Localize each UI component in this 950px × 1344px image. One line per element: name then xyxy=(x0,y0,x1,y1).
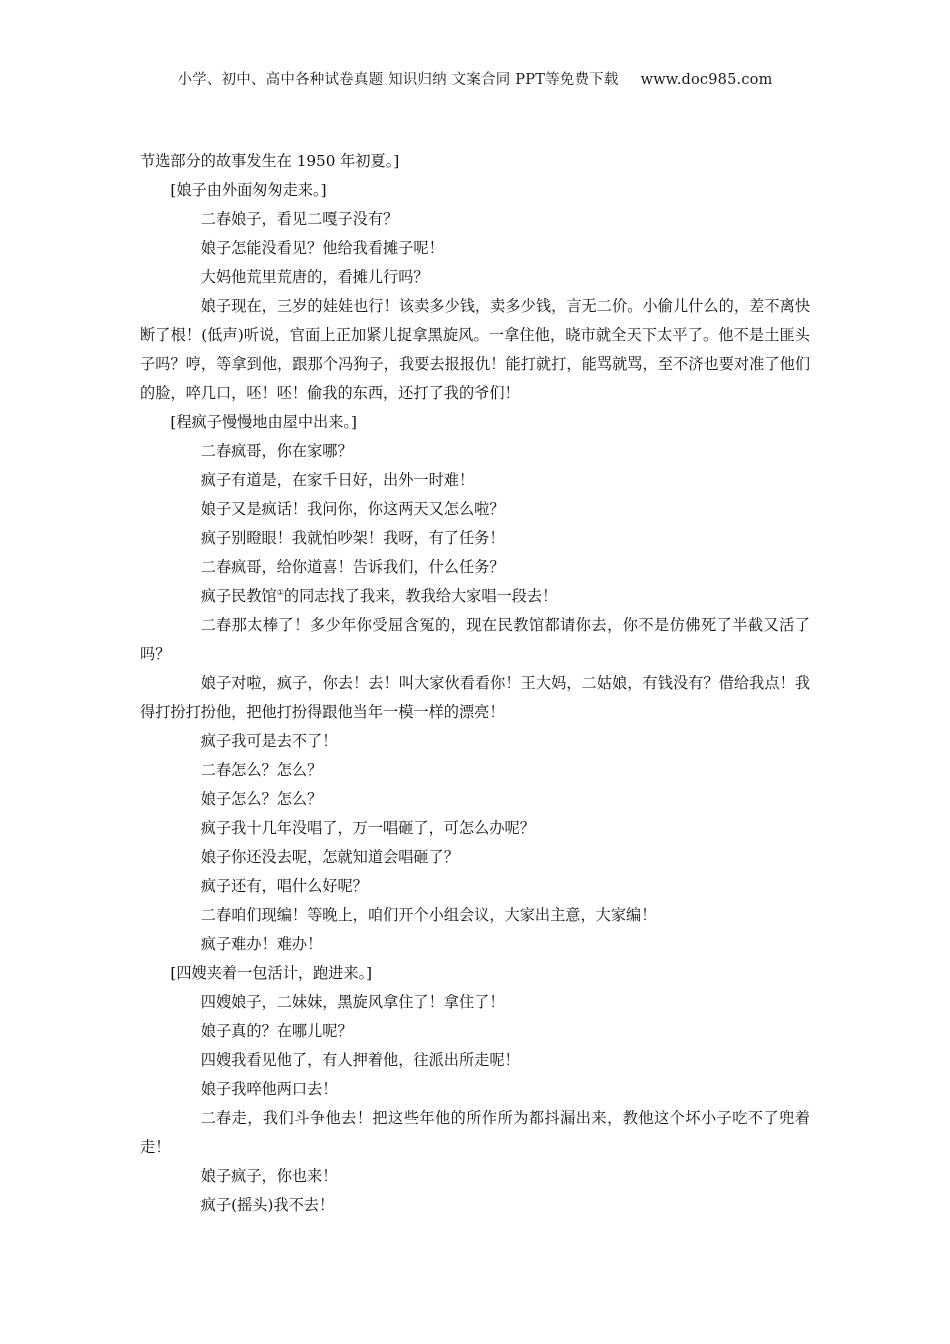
speaker-name: 娘子 xyxy=(200,239,232,257)
speaker-name: 二春 xyxy=(200,558,232,576)
speaker-name: 二春 xyxy=(200,906,232,924)
dialogue-line xyxy=(140,669,810,727)
line-text: 难办！难办！ xyxy=(231,935,323,953)
dialogue-line xyxy=(140,234,810,263)
dialogue-line xyxy=(140,1046,810,1075)
line-text: 咱们现编！等晚上，咱们开个小组会议，大家出主意，大家编！ xyxy=(231,906,657,924)
speaker-name: 疯子 xyxy=(200,471,232,489)
line-text: 疯哥，给你道喜！告诉我们，什么任务？ xyxy=(231,558,505,576)
speaker-name: 疯子 xyxy=(200,529,232,547)
speaker-name: 娘子 xyxy=(200,790,232,808)
speaker-name: 娘子 xyxy=(200,1022,232,1040)
speaker-name: 四嫂 xyxy=(200,993,232,1011)
intro-paragraph: 节选部分的故事发生在 1950 年初夏。] xyxy=(140,152,400,170)
line-text: 你还没去呢，怎就知道会唱砸了？ xyxy=(231,848,459,866)
dialogue-line xyxy=(140,785,810,814)
line-text: 他荒里荒唐的，看摊儿行吗？ xyxy=(231,268,429,286)
dialogue-line xyxy=(140,930,810,959)
dialogue-line xyxy=(140,1191,810,1220)
speaker-name: 娘子 xyxy=(200,297,232,315)
dialogue-line xyxy=(140,524,810,553)
line-text: 别瞪眼！我就怕吵架！我呀，有了任务！ xyxy=(231,529,505,547)
speaker-name: 娘子 xyxy=(200,500,232,518)
line-text: 那太棒了！多少年你受屈含冤的，现在民教馆都请你去，你不是仿佛死了半截又活了吗？ xyxy=(140,616,810,663)
dialogue-line xyxy=(140,988,810,1017)
line-text: 娘子，二妹妹，黑旋风拿住了！拿住了！ xyxy=(231,993,505,1011)
dialogue-line xyxy=(140,611,810,669)
speaker-name: 四嫂 xyxy=(200,1051,232,1069)
header-site-url: www.doc985.com xyxy=(640,72,773,88)
line-text: 又是疯话！我问你，你这两天又怎么啦？ xyxy=(231,500,505,518)
line-text: 娘子，看见二嘎子没有？ xyxy=(231,210,399,228)
line-text: 民教馆 xyxy=(231,587,277,605)
line-text: 怎么？怎么？ xyxy=(231,761,323,779)
line-text: [娘子由外面匆匆走来。] xyxy=(170,181,327,199)
line-text: 现在，三岁的娃娃也行！该卖多少钱，卖多少钱，言无二价。小偷儿什么的，差不离快断了根！(低声)听说，官面上正加紧儿捉拿黑旋风。一拿住他，晓市就全天下太平了。他不是土匪头子吗？哼，等拿到他，跟那个冯狗子，我要去报报仇！能打就打，能骂就骂，至不济也要对准了他们的脸，啐几口，呸！呸！偷我的东西，还打了我的爷们！ xyxy=(140,297,810,402)
line-text: 我可是去不了！ xyxy=(231,732,338,750)
speaker-name: 二春 xyxy=(200,1109,232,1127)
line-text: 我十几年没唱了，万一唱砸了，可怎么办呢？ xyxy=(231,819,535,837)
speaker-name: 娘子 xyxy=(200,1167,232,1185)
line-text: 对啦，疯子，你去！去！叫大家伙看看你！王大妈，二姑娘，有钱没有？借给我点！我得打扮打扮他，把他打扮得跟他当年一模一样的漂亮！ xyxy=(140,674,810,721)
line-text: [四嫂夹着一包活计，跑进来。] xyxy=(170,964,373,982)
dialogue-line xyxy=(140,814,810,843)
speaker-name: 疯子 xyxy=(200,1196,232,1214)
dialogue-line xyxy=(140,553,810,582)
speaker-name: 疯子 xyxy=(200,877,232,895)
dialogue-line xyxy=(140,437,810,466)
line-text-cont: 的同志找了我来，教我给大家唱一段去！ xyxy=(283,587,558,605)
speaker-name: 疯子 xyxy=(200,587,232,605)
dialogue-line xyxy=(140,843,810,872)
stage-direction xyxy=(140,959,810,988)
document-body xyxy=(140,147,810,1220)
line-text: 怎能没看见？他给我看摊子呢！ xyxy=(231,239,444,257)
speaker-name: 二春 xyxy=(200,761,232,779)
dialogue-line xyxy=(140,292,810,408)
dialogue-line xyxy=(140,466,810,495)
page-header xyxy=(0,68,950,89)
line-text: 真的？在哪儿呢？ xyxy=(231,1022,353,1040)
footnote-marker: ① xyxy=(276,587,284,597)
line-text: 疯哥，你在家哪？ xyxy=(231,442,353,460)
speaker-name: 娘子 xyxy=(200,1080,232,1098)
line-text: 有道是，在家千日好，出外一时难！ xyxy=(231,471,475,489)
stage-direction xyxy=(140,176,810,205)
speaker-name: 娘子 xyxy=(200,848,232,866)
header-promo-text: 小学、初中、高中各种试卷真题 知识归纳 文案合同 PPT等免费下载 xyxy=(177,72,619,88)
dialogue-line xyxy=(140,205,810,234)
speaker-name: 二春 xyxy=(200,442,232,460)
speaker-name: 疯子 xyxy=(200,819,232,837)
line-text: 我啐他两口去！ xyxy=(231,1080,338,1098)
line-text: 还有，唱什么好呢？ xyxy=(231,877,368,895)
speaker-name: 娘子 xyxy=(200,674,232,692)
dialogue-line xyxy=(140,872,810,901)
stage-direction xyxy=(140,408,810,437)
line-text: 我看见他了，有人押着他，往派出所走呢！ xyxy=(231,1051,520,1069)
dialogue-line xyxy=(140,263,810,292)
dialogue-line xyxy=(140,901,810,930)
dialogue-line xyxy=(140,1075,810,1104)
dialogue-line xyxy=(140,495,810,524)
speaker-name: 二春 xyxy=(200,616,232,634)
line-text: (摇头)我不去！ xyxy=(231,1196,335,1214)
dialogue-line xyxy=(140,756,810,785)
dialogue-line xyxy=(140,1162,810,1191)
speaker-name: 大妈 xyxy=(200,268,232,286)
line-text: [程疯子慢慢地由屋中出来。] xyxy=(170,413,357,431)
line-text: 疯子，你也来！ xyxy=(231,1167,338,1185)
line-text: 怎么？怎么？ xyxy=(231,790,323,808)
line-text: 走，我们斗争他去！把这些年他的所作所为都抖漏出来，教他这个坏小子吃不了兜着走！ xyxy=(140,1109,810,1156)
speaker-name: 疯子 xyxy=(200,935,232,953)
speaker-name: 二春 xyxy=(200,210,232,228)
dialogue-line xyxy=(140,1104,810,1162)
dialogue-line xyxy=(140,582,810,611)
speaker-name: 疯子 xyxy=(200,732,232,750)
dialogue-line xyxy=(140,727,810,756)
dialogue-line xyxy=(140,1017,810,1046)
